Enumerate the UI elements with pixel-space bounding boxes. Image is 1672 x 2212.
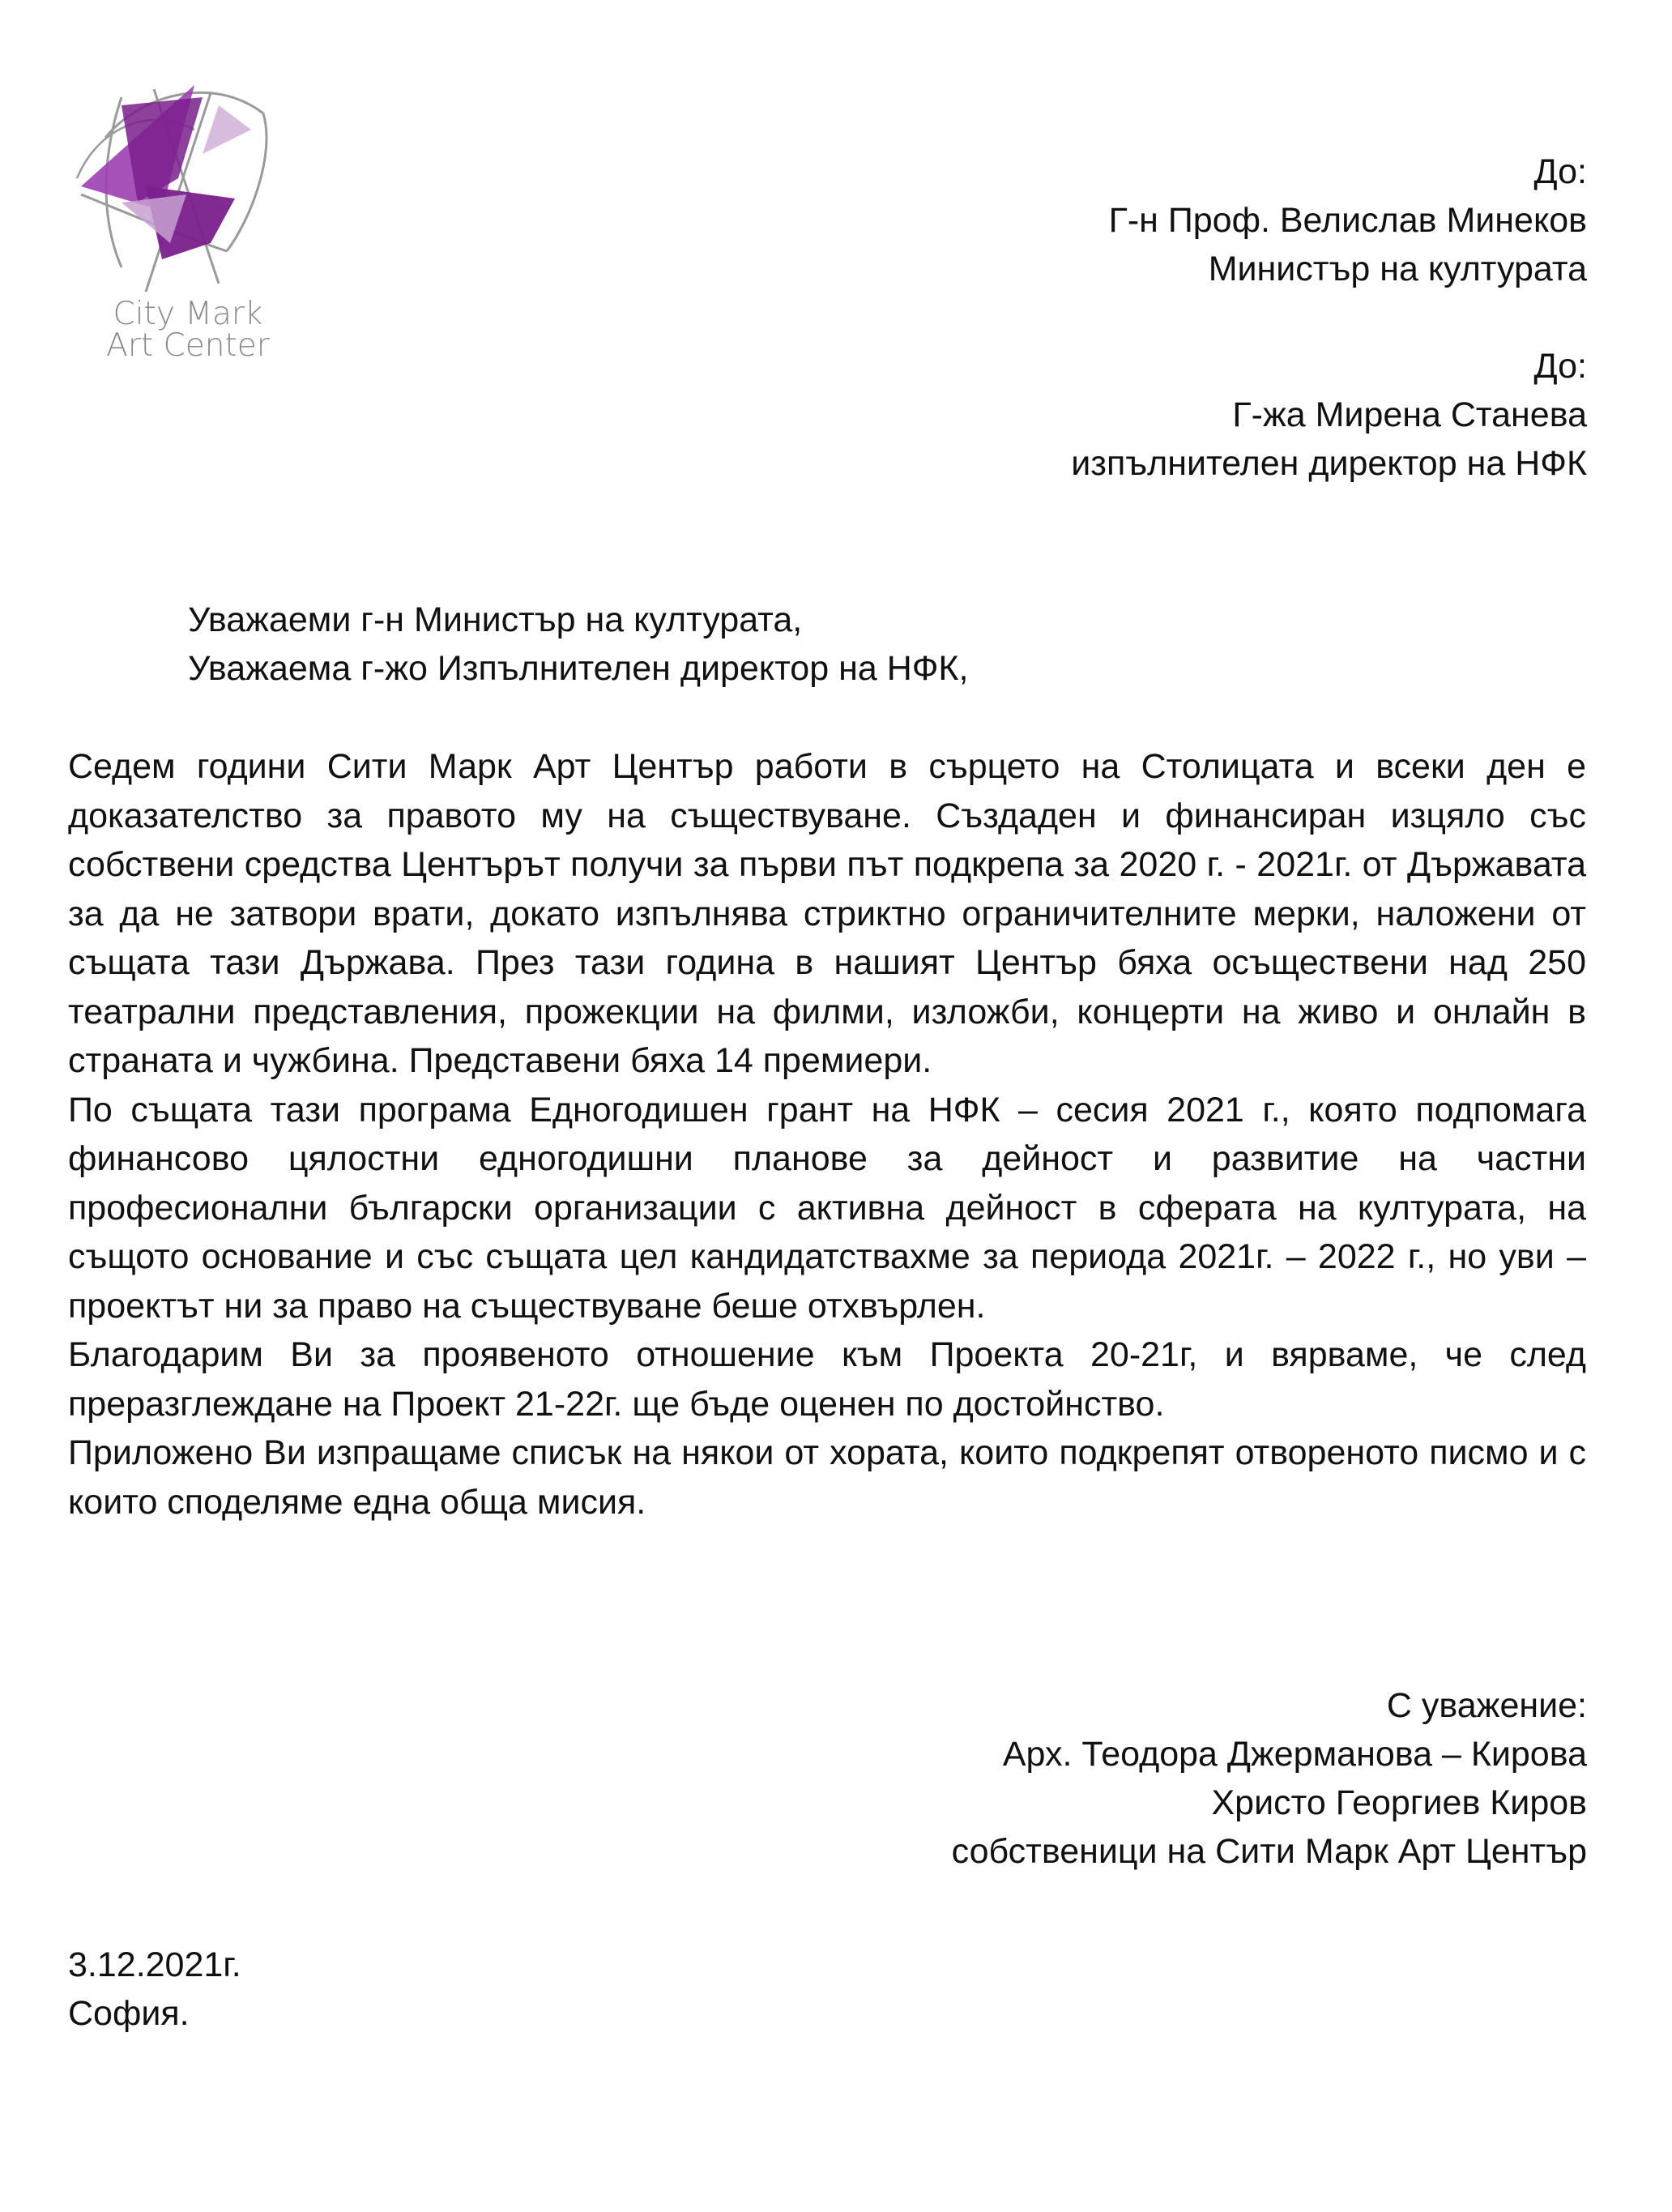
signature-role: собственици на Сити Марк Арт Център [951, 1832, 1587, 1871]
logo-text-line-1: City Mark [113, 296, 263, 332]
recipient-1-label: До: [1533, 152, 1587, 191]
recipient-2 [696, 342, 1587, 488]
signature-name-1: Арх. Теодора Джерманова – Кирова [1002, 1735, 1587, 1774]
recipient-address-block [696, 147, 1587, 488]
letter-date: 3.12.2021г. [68, 1945, 241, 1984]
salutation [188, 596, 968, 693]
recipient-1-name: Г-н Проф. Велислав Минеков [1108, 201, 1587, 240]
recipient-2-title: изпълнителен директор на НФК [1071, 444, 1587, 483]
salutation-line-1: Уважаеми г-н Министър на културата, [188, 600, 803, 639]
letter-place: София. [68, 1994, 190, 2033]
recipient-2-name: Г-жа Мирена Станева [1232, 395, 1587, 434]
logo-text [91, 296, 285, 364]
signature-closing: С уважение: [1386, 1686, 1587, 1725]
city-mark-logo [73, 81, 284, 381]
body-paragraph-1: Седем години Сити Марк Арт Център работи в сърцето на Столицата и всеки ден е доказателство за правото му на съществуване. Създаден и финансиран изцяло със собствени средства Центърът получи за първи път подкрепа за 2020 г. - 2021г. от Държавата за да не затвори врати, докато изпълнява стриктно ограничителните мерки, наложени от същата тази Държава. През тази година в нашият Център бяха осъществени над 250 театрални представления, прожекции на филми, изложби, концерти на живо и онлайн в страната и чужбина. Представени бяха 14 премиери. [68, 747, 1586, 1080]
recipient-1 [696, 147, 1587, 293]
salutation-line-2: Уважаема г-жо Изпълнителен директор на НФК, [188, 649, 969, 688]
body-paragraph-2: По същата тази програма Едногодишен грант на НФК – сесия 2021 г., която подпомага финансово цялостни едногодишни планове за дейност и развитие на частни професионални български организации с активна дейност в сферата на културата, на същото основание и със същата цел кандидатствахме за периода 2021г. – 2022 г., но уви – проектът ни за право на съществуване беше отхвърлен. [68, 1090, 1586, 1326]
body-paragraph-4: Приложено Ви изпращаме списък на някои от хората, които подкрепят отвореното писмо и с които споделяме една обща мисия. [68, 1433, 1586, 1522]
date-place-block [68, 1941, 241, 2038]
letter-body [68, 742, 1586, 1527]
logo-mark-icon [73, 81, 284, 300]
signature-name-2: Христо Георгиев Киров [1211, 1783, 1587, 1822]
recipient-1-title: Министър на културата [1208, 250, 1587, 288]
body-paragraph-3: Благодарим Ви за проявеното отношение към Проекта 20-21г, и вярваме, че след преразглеждане на Проект 21-22г. ще бъде оценен по достойнство. [68, 1335, 1586, 1424]
signature-block [696, 1681, 1587, 1876]
logo-text-line-2: Art Center [106, 327, 270, 364]
recipient-2-label: До: [1533, 347, 1587, 386]
